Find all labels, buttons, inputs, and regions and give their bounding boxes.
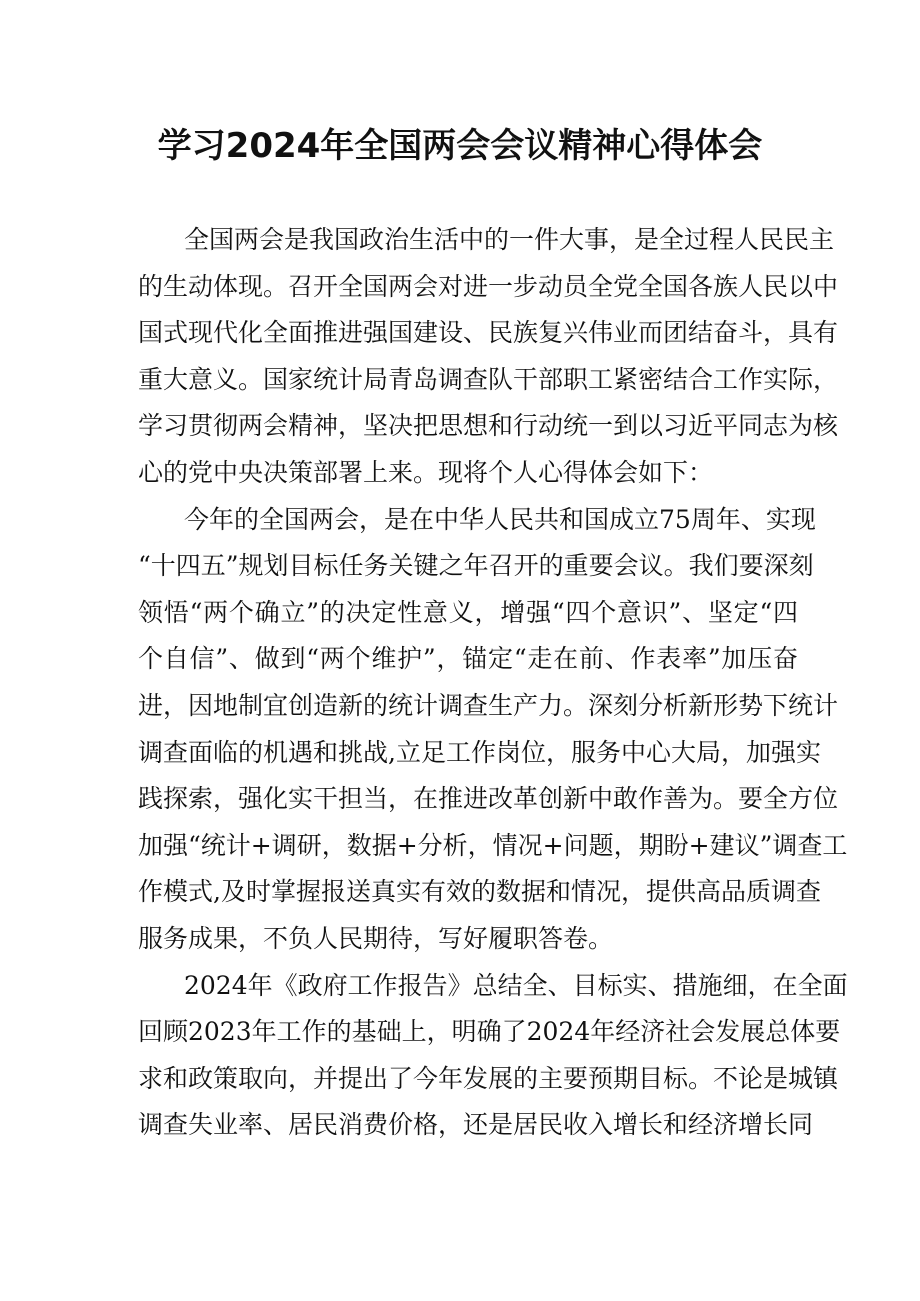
paragraph-line: 学习贯彻两会精神，坚决把思想和行动统一到以习近平同志为核 [138, 411, 839, 441]
paragraph-line: 调查失业率、居民消费价格，还是居民收入增长和经济增长同 [138, 1110, 814, 1140]
paragraph-line: 求和政策取向，并提出了今年发展的主要预期目标。不论是城镇 [138, 1063, 839, 1093]
paragraph-line: 加强“统计+调研，数据+分析，情况+问题，期盼+建议”调查工 [138, 830, 848, 860]
paragraph-line: 践探索，强化实干担当，在推进改革创新中敢作善为。要全方位 [138, 784, 839, 814]
paragraph-2 [138, 497, 848, 963]
paragraph-line: 今年的全国两会，是在中华人民共和国成立75周年、实现 [184, 504, 816, 534]
paragraph-line: 作模式,及时掌握报送真实有效的数据和情况，提供高品质调查 [138, 877, 821, 907]
paragraph-line: 重大意义。国家统计局青岛调查队干部职工紧密结合工作实际， [138, 364, 839, 394]
paragraph-1 [138, 217, 839, 497]
paragraph-line: 调查面临的机遇和挑战,立足工作岗位，服务中心大局，加强实 [138, 737, 821, 767]
paragraph-line: 服务成果，不负人民期待，写好履职答卷。 [138, 923, 614, 953]
paragraph-line: 2024年《政府工作报告》总结全、目标实、措施细，在全面 [184, 970, 848, 1000]
paragraph-line: 全国两会是我国政治生活中的一件大事，是全过程人民民主 [184, 225, 835, 254]
paragraph-3 [138, 963, 848, 1149]
paragraph-line: “十四五”规划目标任务关键之年召开的重要会议。我们要深刻 [138, 551, 814, 581]
paragraph-line: 进，因地制宜创造新的统计调查生产力。深刻分析新形势下统计 [138, 690, 839, 720]
paragraph-line: 的生动体现。召开全国两会对进一步动员全党全国各族人民以中 [138, 271, 839, 301]
paragraph-line: 个自信”、做到“两个维护”，锚定“走在前、作表率”加压奋 [138, 644, 798, 674]
paragraph-line: 国式现代化全面推进强国建设、民族复兴伟业而团结奋斗，具有 [138, 318, 839, 348]
document-body [138, 217, 848, 1149]
document-title: 学习2024年全国两会会议精神心得体会 [157, 126, 763, 166]
paragraph-line: 领悟“两个确立”的决定性意义，增强“四个意识”、坚定“四 [138, 597, 798, 627]
paragraph-line: 心的党中央决策部署上来。现将个人心得体会如下： [138, 457, 714, 487]
paragraph-line: 回顾2023年工作的基础上，明确了2024年经济社会发展总体要 [138, 1017, 841, 1047]
